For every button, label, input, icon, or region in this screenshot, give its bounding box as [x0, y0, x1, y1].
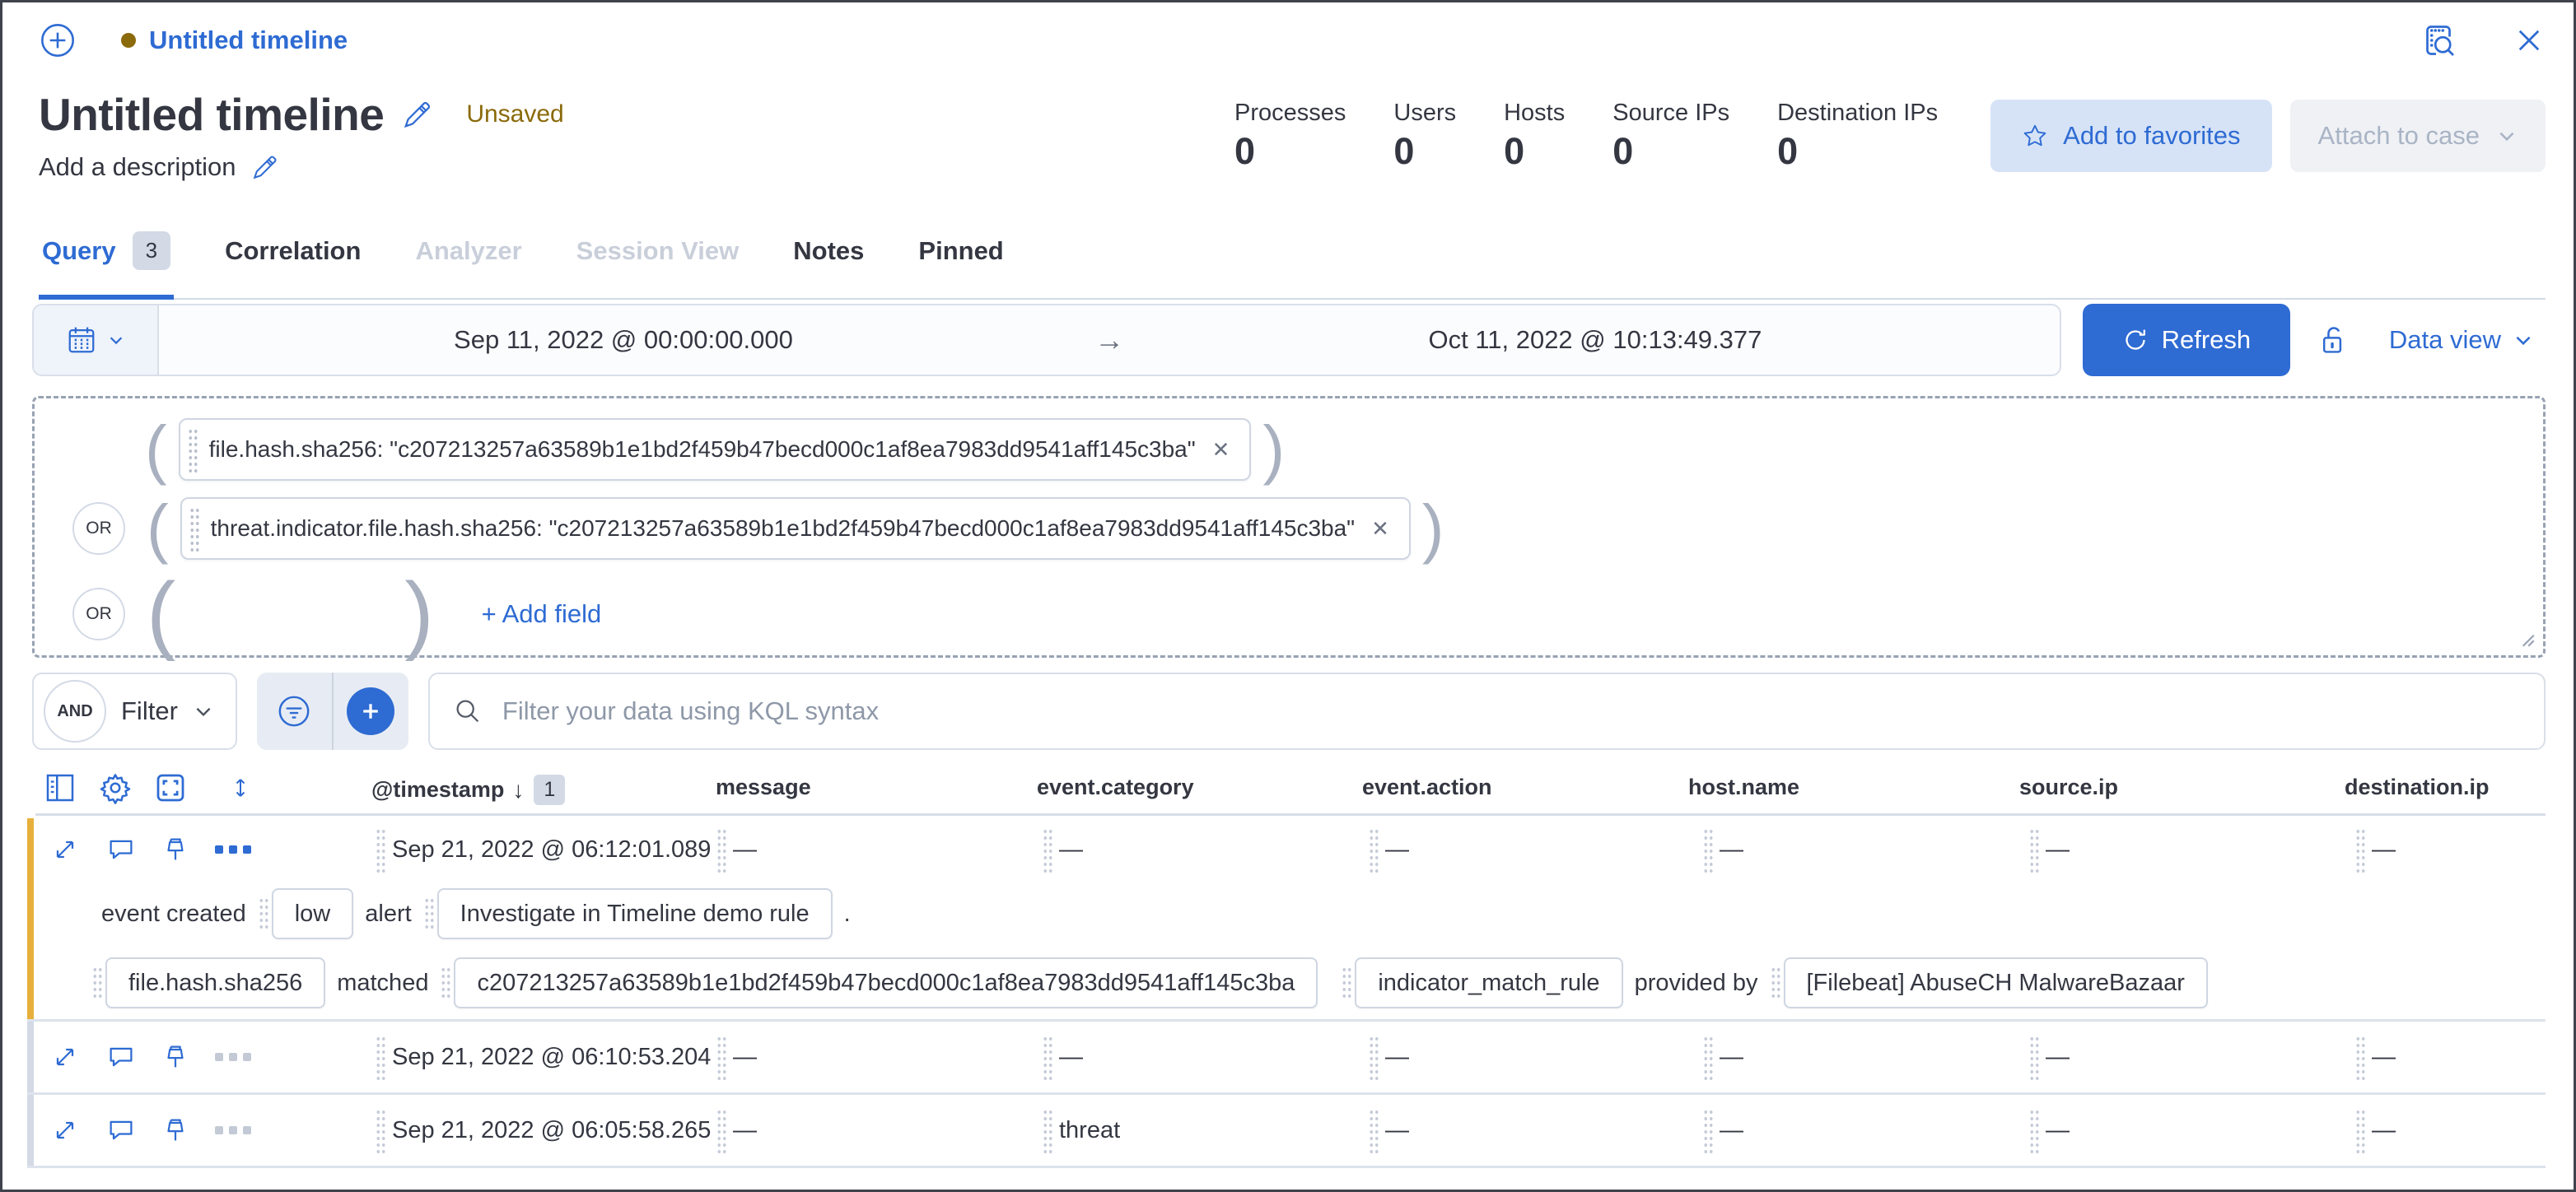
- stat-source-ips: Source IPs 0: [1612, 100, 1730, 172]
- group-close-paren: ): [1421, 491, 1444, 565]
- column-header-source-ip[interactable]: source.ip: [2019, 775, 2119, 799]
- edit-title-pencil-icon[interactable]: [402, 99, 433, 130]
- column-header-host-name[interactable]: host.name: [1688, 775, 1800, 799]
- gear-icon[interactable]: [99, 771, 132, 804]
- drag-handle-icon[interactable]: [1368, 1107, 1379, 1153]
- drag-handle-icon[interactable]: [1702, 1107, 1713, 1153]
- events-table-body: [27, 818, 2546, 1168]
- drag-handle-icon[interactable]: [1702, 826, 1713, 873]
- saved-filters-button[interactable]: [257, 673, 334, 750]
- drag-handle-icon[interactable]: [2354, 826, 2365, 873]
- drag-handle-icon[interactable]: [440, 965, 450, 1001]
- start-date-button[interactable]: Sep 11, 2022 @ 00:00:00.000: [454, 325, 793, 354]
- calendar-icon: [66, 324, 97, 356]
- stat-processes: Processes 0: [1234, 100, 1346, 172]
- filter-quick-actions: [257, 673, 408, 750]
- timeline-header: [39, 88, 2546, 182]
- group-close-paren: ): [404, 565, 434, 662]
- resize-handle-icon[interactable]: [2515, 627, 2536, 649]
- or-operator-chip: OR: [72, 588, 125, 640]
- timeline-tabs: [39, 223, 2546, 300]
- unsaved-status-dot: [121, 33, 136, 48]
- columns-icon[interactable]: [44, 771, 77, 804]
- arrow-right-icon: →: [1094, 323, 1124, 356]
- column-header-event-category[interactable]: event.category: [1037, 775, 1194, 799]
- plus-circle-icon: [347, 687, 394, 735]
- tab-notes[interactable]: Notes: [793, 235, 865, 265]
- table-row[interactable]: Sep 21, 2022 @ 06:10:53.204 — — — — — —: [27, 1022, 2546, 1095]
- query-count-badge: 3: [133, 231, 170, 270]
- table-row[interactable]: Sep 21, 2022 @ 06:12:01.089 — — — — — — event created low alert Investigate in Timeline demo rule . file.hash.sha256 matched c207213257a63589b1e1bd2f459b47becd000c1af8ea7983dd9541aff145c3ba indicator_match_rule provided by [Filebeat] AbuseCH MalwareBazaar: [27, 818, 2546, 1022]
- drag-handle-icon[interactable]: [1368, 1034, 1379, 1080]
- provider-pill[interactable]: [Filebeat] AbuseCH MalwareBazaar: [1784, 957, 2208, 1008]
- group-close-paren: ): [1262, 412, 1286, 486]
- attach-to-case-button[interactable]: Attach to case: [2290, 100, 2546, 172]
- hash-value-pill[interactable]: c207213257a63589b1e1bd2f459b47becd000c1af8ea7983dd9541aff145c3ba: [454, 957, 1318, 1008]
- chevron-down-icon: [2496, 125, 2518, 147]
- pin-event-icon[interactable]: [162, 835, 189, 864]
- query-builder-drop-zone[interactable]: [32, 396, 2546, 662]
- kql-search-input[interactable]: [428, 673, 2546, 750]
- close-icon[interactable]: [2513, 24, 2546, 57]
- group-open-paren: (: [145, 412, 167, 486]
- timeline-title-link[interactable]: Untitled timeline: [149, 26, 348, 54]
- drag-handle-icon[interactable]: [716, 1107, 726, 1153]
- refresh-icon: [2122, 327, 2149, 353]
- add-to-favorites-button[interactable]: Add to favorites: [1990, 100, 2271, 172]
- sort-desc-icon: ↓: [512, 776, 525, 803]
- rule-name-pill[interactable]: Investigate in Timeline demo rule: [437, 888, 833, 939]
- query-filter-pill[interactable]: file.hash.sha256: "c207213257a63589b1e1bd2f459b47becd000c1af8ea7983dd9541aff145c3ba" ✕: [179, 418, 1252, 481]
- unlock-icon[interactable]: [2317, 323, 2351, 357]
- group-open-paren: (: [147, 565, 176, 662]
- time-range-bar: [32, 304, 2546, 376]
- remove-filter-icon[interactable]: ✕: [1211, 436, 1230, 462]
- kql-placeholder-text: Filter your data using KQL syntax: [502, 696, 880, 725]
- column-header-timestamp[interactable]: @timestamp ↓ 1: [371, 775, 565, 805]
- quick-select-date-button[interactable]: [34, 305, 159, 375]
- chevron-down-icon: [193, 701, 214, 722]
- group-open-paren: (: [147, 491, 169, 565]
- chevron-down-icon: [2513, 329, 2534, 351]
- expand-event-icon[interactable]: [50, 835, 80, 864]
- search-filter-bar: [32, 673, 2546, 750]
- add-filter-button[interactable]: [334, 673, 408, 750]
- new-timeline-icon[interactable]: [39, 21, 77, 59]
- alert-summary-line: event created low alert Investigate in Timeline demo rule .: [27, 881, 2546, 947]
- drag-handle-icon[interactable]: [2028, 1034, 2039, 1080]
- drag-handle-icon[interactable]: [716, 1034, 726, 1080]
- events-table-header: [35, 768, 2546, 816]
- drag-handle-icon[interactable]: [91, 965, 102, 1001]
- date-range-picker: [32, 304, 2061, 376]
- timeline-description: Add a description: [39, 152, 236, 181]
- drag-handle-icon[interactable]: [2354, 1107, 2365, 1153]
- drag-handle-icon[interactable]: [375, 1034, 385, 1080]
- drag-handle-icon[interactable]: [2354, 1034, 2365, 1080]
- add-note-icon[interactable]: [106, 1042, 136, 1072]
- tab-pinned[interactable]: Pinned: [918, 235, 1004, 265]
- or-operator-chip: OR: [72, 502, 125, 555]
- drag-handle-icon[interactable]: [2028, 1107, 2039, 1153]
- rule-type-pill[interactable]: indicator_match_rule: [1355, 957, 1622, 1008]
- drag-handle-icon[interactable]: [1341, 965, 1351, 1001]
- severity-pill[interactable]: low: [272, 888, 354, 939]
- tab-analyzer: Analyzer: [415, 235, 522, 265]
- more-actions-icon[interactable]: [215, 845, 251, 854]
- pin-event-icon[interactable]: [162, 1115, 189, 1145]
- column-header-destination-ip[interactable]: destination.ip: [2345, 775, 2490, 799]
- search-icon: [453, 696, 483, 726]
- remove-filter-icon[interactable]: ✕: [1371, 515, 1389, 541]
- stat-users: Users 0: [1393, 100, 1457, 172]
- tab-query[interactable]: Query 3: [39, 223, 174, 300]
- sort-order-badge: 1: [534, 775, 565, 805]
- drag-handle-icon[interactable]: [1770, 965, 1780, 1001]
- add-field-button[interactable]: + Add field: [481, 598, 602, 628]
- drag-handle-icon[interactable]: [189, 505, 199, 552]
- stat-hosts: Hosts 0: [1504, 100, 1566, 172]
- drag-handle-icon[interactable]: [1042, 826, 1052, 873]
- expand-event-icon[interactable]: [50, 1115, 80, 1145]
- more-actions-icon[interactable]: [215, 1126, 251, 1134]
- sort-fields-icon[interactable]: [227, 775, 254, 801]
- drag-handle-icon[interactable]: [2028, 826, 2039, 873]
- field-name-pill[interactable]: file.hash.sha256: [105, 957, 325, 1008]
- column-header-event-action[interactable]: event.action: [1362, 775, 1492, 799]
- drag-handle-icon[interactable]: [716, 826, 726, 873]
- timeline-top-bar: [2, 2, 2574, 78]
- table-row[interactable]: Sep 21, 2022 @ 06:05:58.265 — threat — — — —: [27, 1095, 2546, 1168]
- tab-correlation[interactable]: Correlation: [225, 235, 362, 265]
- query-filter-pill[interactable]: threat.indicator.file.hash.sha256: "c207213257a63589b1e1bd2f459b47becd000c1af8ea7983dd9541aff145c3ba" ✕: [180, 497, 1411, 560]
- page-title: Untitled timeline: [39, 89, 385, 140]
- unsaved-badge: Unsaved: [466, 100, 564, 128]
- timeline-kpi-stats: [1234, 100, 1938, 173]
- drag-handle-icon[interactable]: [375, 826, 385, 873]
- expand-event-icon[interactable]: [50, 1042, 80, 1072]
- add-note-icon[interactable]: [106, 1115, 136, 1145]
- chevron-down-icon: [107, 331, 125, 349]
- inspect-icon[interactable]: [2419, 21, 2458, 60]
- drag-handle-icon[interactable]: [375, 1107, 385, 1153]
- drag-handle-icon[interactable]: [1042, 1034, 1052, 1080]
- fullscreen-icon[interactable]: [154, 771, 187, 804]
- add-note-icon[interactable]: [106, 835, 136, 864]
- drag-handle-icon[interactable]: [1702, 1034, 1713, 1080]
- and-operator-chip: AND: [44, 680, 106, 743]
- drag-handle-icon[interactable]: [1042, 1107, 1052, 1153]
- star-icon: [2022, 123, 2048, 149]
- drag-handle-icon[interactable]: [187, 426, 198, 473]
- drag-handle-icon[interactable]: [258, 896, 268, 932]
- drag-handle-icon[interactable]: [1368, 826, 1379, 873]
- filter-circle-icon: [276, 693, 312, 729]
- column-header-message[interactable]: message: [716, 775, 811, 799]
- more-actions-icon[interactable]: [215, 1053, 251, 1061]
- data-view-selector[interactable]: Data view: [2378, 304, 2546, 376]
- refresh-button[interactable]: Refresh: [2083, 304, 2290, 376]
- tab-session-view: Session View: [576, 235, 740, 265]
- edit-description-pencil-icon[interactable]: [251, 153, 279, 181]
- alert-match-line: file.hash.sha256 matched c207213257a63589b1e1bd2f459b47becd000c1af8ea7983dd9541aff145c3ba indicator_match_rule provided by [Filebeat] AbuseCH MalwareBazaar: [27, 947, 2546, 1019]
- end-date-button[interactable]: Oct 11, 2022 @ 10:13:49.377: [1428, 325, 1762, 354]
- pin-event-icon[interactable]: [162, 1042, 189, 1072]
- stat-destination-ips: Destination IPs 0: [1777, 100, 1939, 172]
- drag-handle-icon[interactable]: [423, 896, 434, 932]
- and-filter-dropdown[interactable]: AND Filter: [32, 673, 237, 750]
